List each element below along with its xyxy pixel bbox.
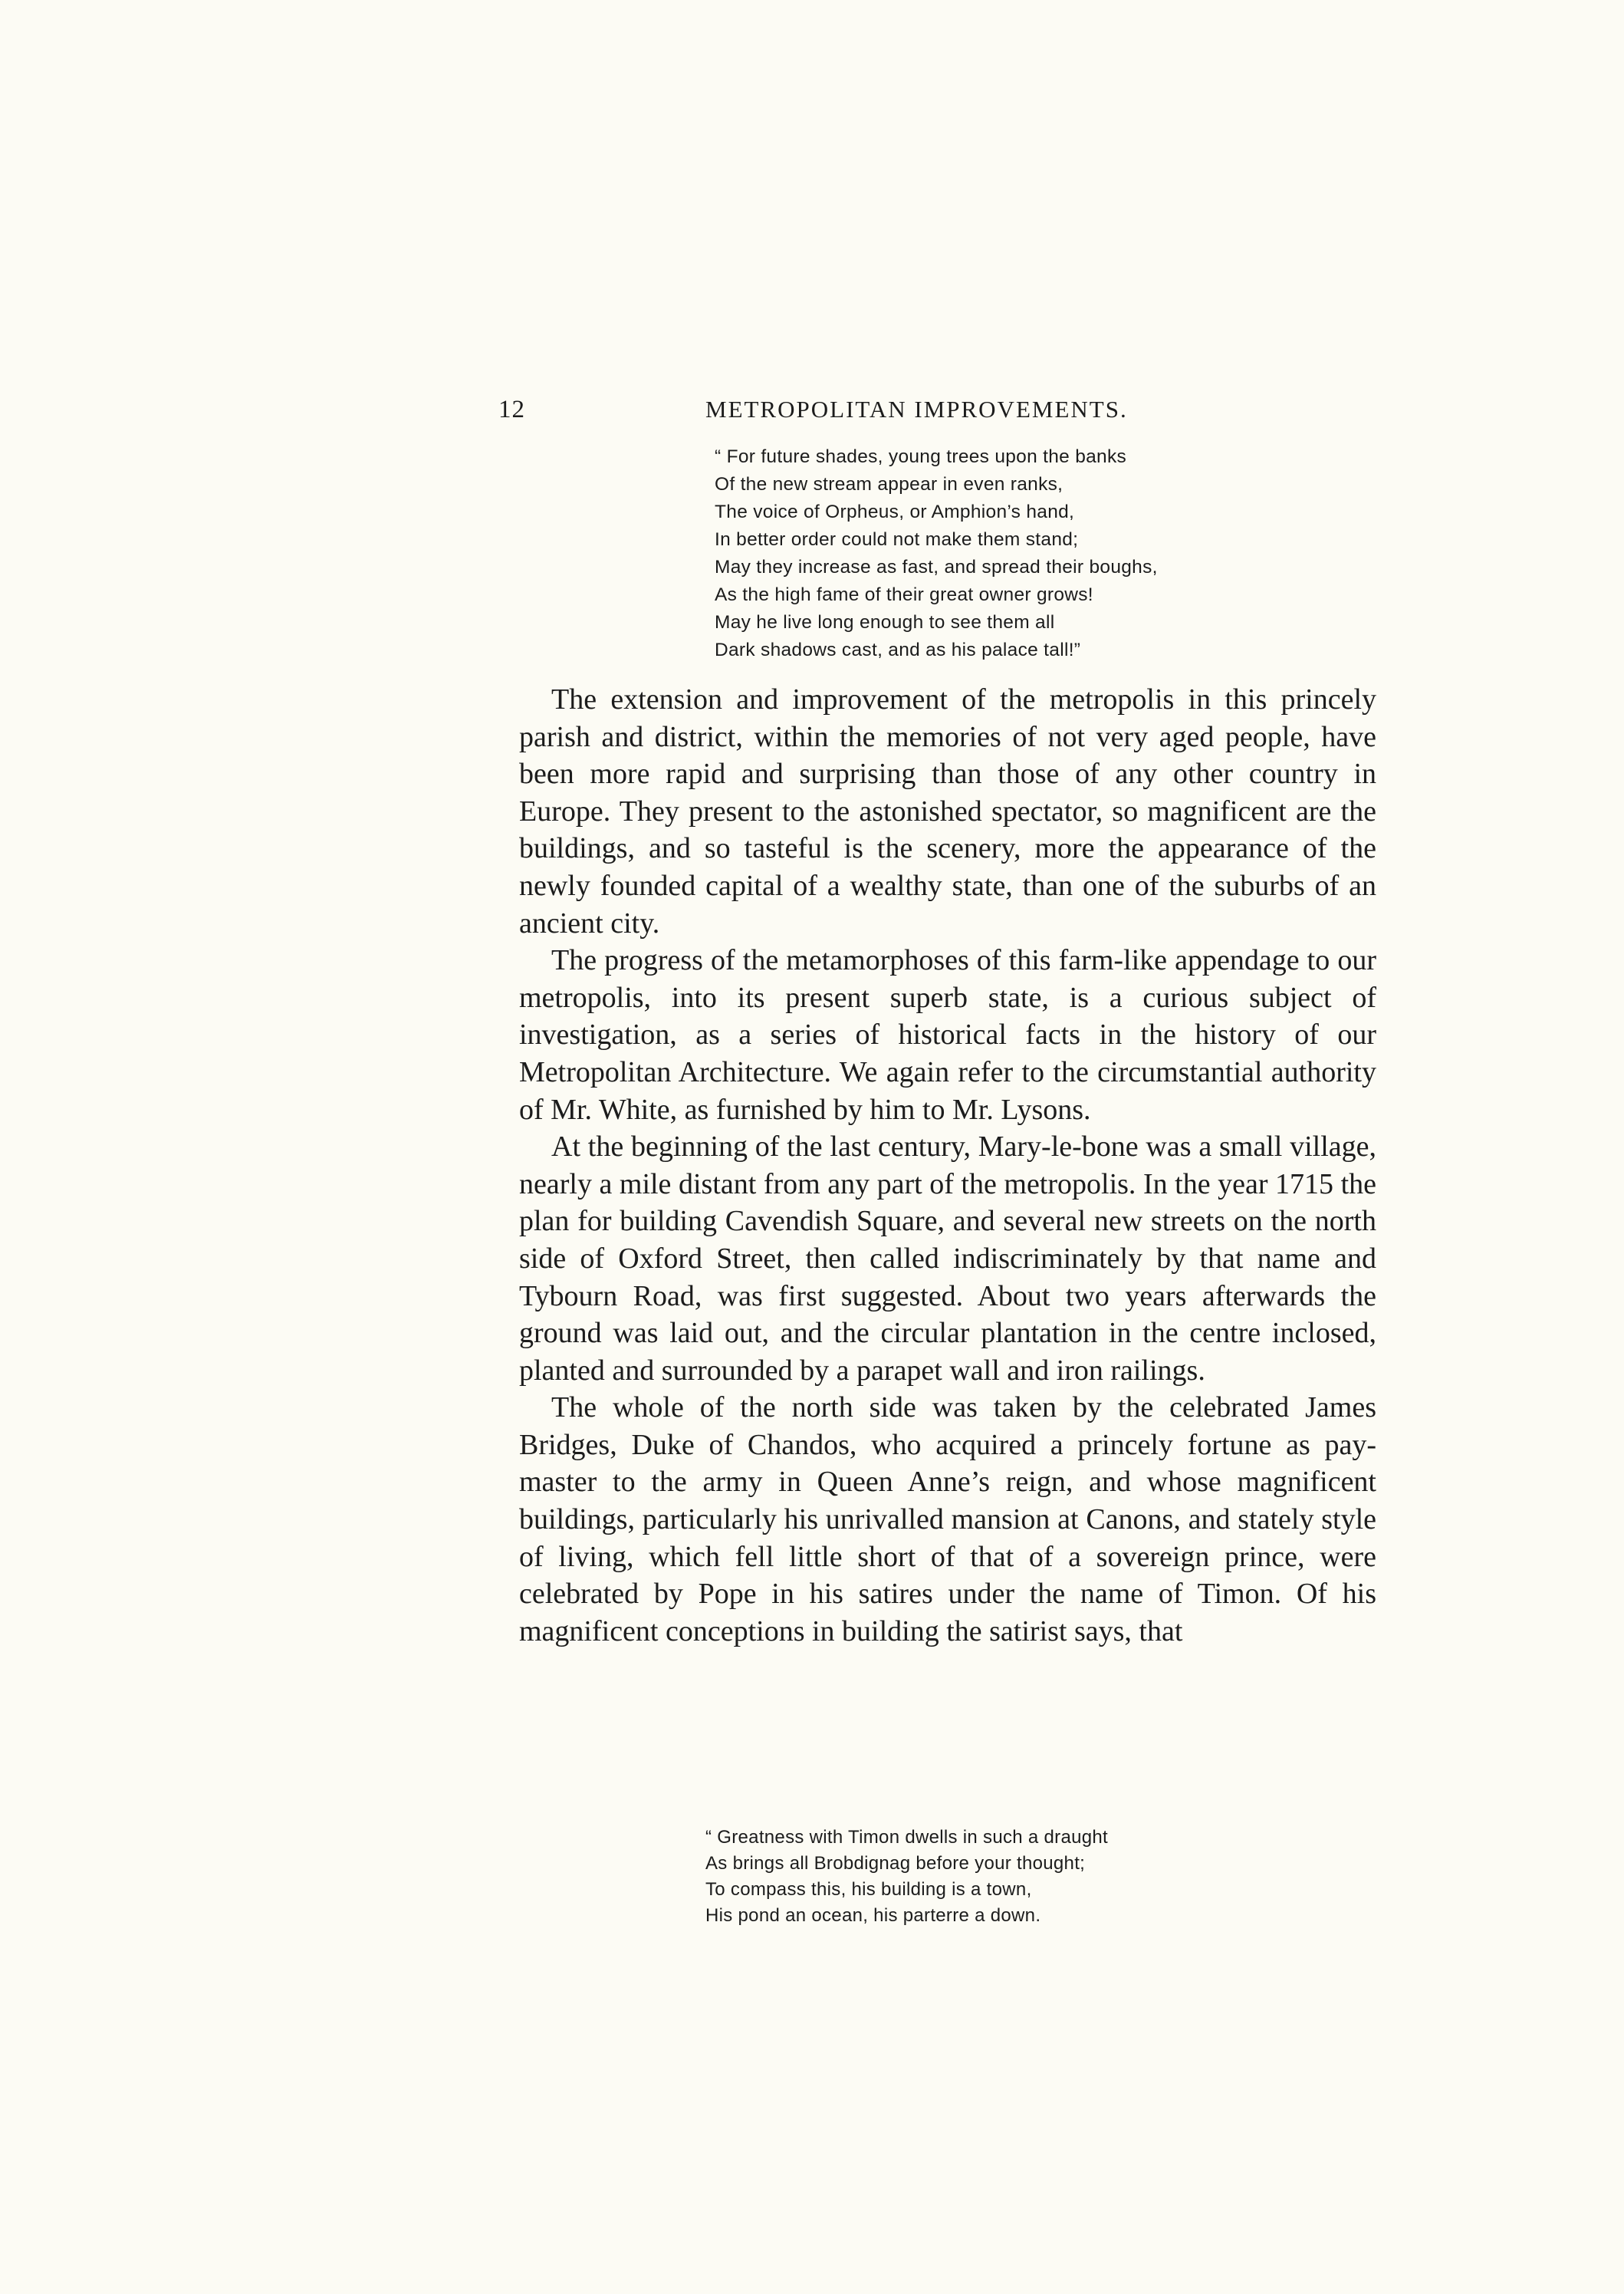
verse-line: As brings all Brobdignag before your thought; <box>705 1853 1086 1874</box>
verse-line: To compass this, his building is a town, <box>705 1879 1032 1900</box>
page-number: 12 <box>498 396 525 423</box>
verse-line: May he live long enough to see them all <box>715 612 1055 633</box>
verse-line: The voice of Orpheus, or Amphion’s hand, <box>715 502 1075 522</box>
verse-line: In better order could not make them stand; <box>715 529 1079 550</box>
running-head <box>498 396 1403 426</box>
verse-quotation-1 <box>715 443 1158 664</box>
paragraph: At the beginning of the last century, Mary-le-bone was a small village, nearly a mile distant from any part of the metropolis. In the year 1715 the plan for building Cavendish Square, and several new streets on the north side of Oxford Street, then called indiscriminately by that name and Tybourn Road, was first suggested. About two years afterwards the ground was laid out, and the circular plantation in the centre inclosed, planted and surrounded by a parapet wall and iron railings. <box>519 1131 1376 1387</box>
paragraph: The whole of the north side was taken by the celebrated James Bridges, Duke of Chandos, who acquired a princely fortune as pay-master to the army in Queen Anne’s reign, and whose magnificent buildings, particularly his unrivalled mansion at Canons, and stately style of living, which fell little short of that of a sovereign prince, were celebrated by Pope in his satires under the name of Timon. Of his magnificent conceptions in building the satirist says, that <box>519 1391 1376 1647</box>
verse-line: “ For future shades, young trees upon the banks <box>715 446 1127 467</box>
verse-line: Dark shadows cast, and as his palace tall!” <box>715 640 1081 660</box>
verse-line: Of the new stream appear in even ranks, <box>715 474 1063 495</box>
paragraph: The extension and improvement of the metropolis in this princely parish and district, within the memories of not very aged people, have been more rapid and surprising than those of any other country in Europe. They present to the astonished spectator, so magnificent are the buildings, and so tasteful is the scenery, more the appearance of the newly founded capital of a wealthy state, than one of the suburbs of an ancient city. <box>519 683 1376 940</box>
body-text <box>519 681 1376 1650</box>
verse-line: “ Greatness with Timon dwells in such a draught <box>705 1827 1109 1848</box>
verse-line: May they increase as fast, and spread their boughs, <box>715 557 1158 578</box>
verse-line: As the high fame of their great owner grows! <box>715 584 1093 605</box>
paragraph: The progress of the metamorphoses of this farm-like appendage to our metropolis, into its present superb state, is a curious subject of investigation, as a series of historical facts in the history of our Metropolitan Architecture. We again refer to the circumstantial authority of Mr. White, as furnished by him to Mr. Lysons. <box>519 944 1376 1126</box>
verse-line: His pond an ocean, his parterre a down. <box>705 1905 1041 1926</box>
running-title: METROPOLITAN IMPROVEMENTS. <box>705 396 1128 423</box>
verse-quotation-2 <box>705 1825 1108 1929</box>
